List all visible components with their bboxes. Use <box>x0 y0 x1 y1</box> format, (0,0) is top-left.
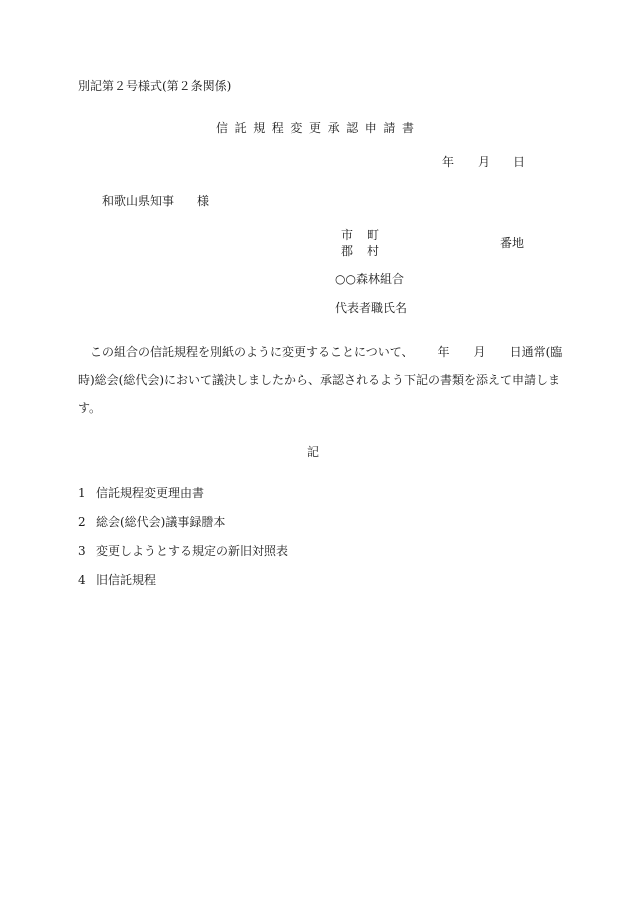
list-item <box>78 573 156 587</box>
body-line-1-month: 月 <box>473 345 486 359</box>
list-item-number: 1 <box>78 486 86 500</box>
list-item-number: 3 <box>78 544 86 558</box>
body-line-1-end: 日通常(臨 <box>509 345 563 359</box>
body-line-1-text: この組合の信託規程を別紙のように変更することについて、 <box>90 345 414 359</box>
form-label: 別記第２号様式(第２条関係) <box>78 79 232 93</box>
date-day-label: 日 <box>513 155 526 169</box>
address-mura-label: 村 <box>367 244 380 258</box>
list-item-number: 2 <box>78 515 86 529</box>
list-item <box>78 486 204 500</box>
application-body-text <box>78 345 563 429</box>
date-year-label: 年 <box>442 155 455 169</box>
list-item-text: 総会(総代会)議事録謄本 <box>96 515 226 529</box>
body-line-3: す。 <box>78 401 102 415</box>
representative-label: 代表者職氏名 <box>335 301 408 315</box>
address-banchi-label: 番地 <box>500 236 525 250</box>
address-shi-label: 市 <box>341 228 354 242</box>
address-machi-label: 町 <box>367 228 380 242</box>
date-month-label: 月 <box>478 155 491 169</box>
body-line-2: 時)総会(総代会)において議決しましたから、承認されるよう下記の書類を添えて申請しま <box>78 373 561 387</box>
list-item-text: 変更しようとする規定の新旧対照表 <box>96 544 289 558</box>
addressee-name: 和歌山県知事 <box>102 194 175 208</box>
list-item <box>78 515 225 529</box>
list-item-number: 4 <box>78 573 86 587</box>
list-item-text: 信託規程変更理由書 <box>96 486 205 500</box>
document-title: 信託規程変更承認申請書 <box>216 121 421 135</box>
ki-heading: 記 <box>307 445 320 459</box>
list-item <box>78 544 288 558</box>
body-line-1 <box>78 345 563 373</box>
list-item-text: 旧信託規程 <box>96 573 157 587</box>
body-line-1-year: 年 <box>437 345 450 359</box>
organization-name: ○○森林組合 <box>335 272 404 286</box>
address-gun-label: 郡 <box>341 244 354 258</box>
addressee-honorific: 様 <box>197 194 210 208</box>
